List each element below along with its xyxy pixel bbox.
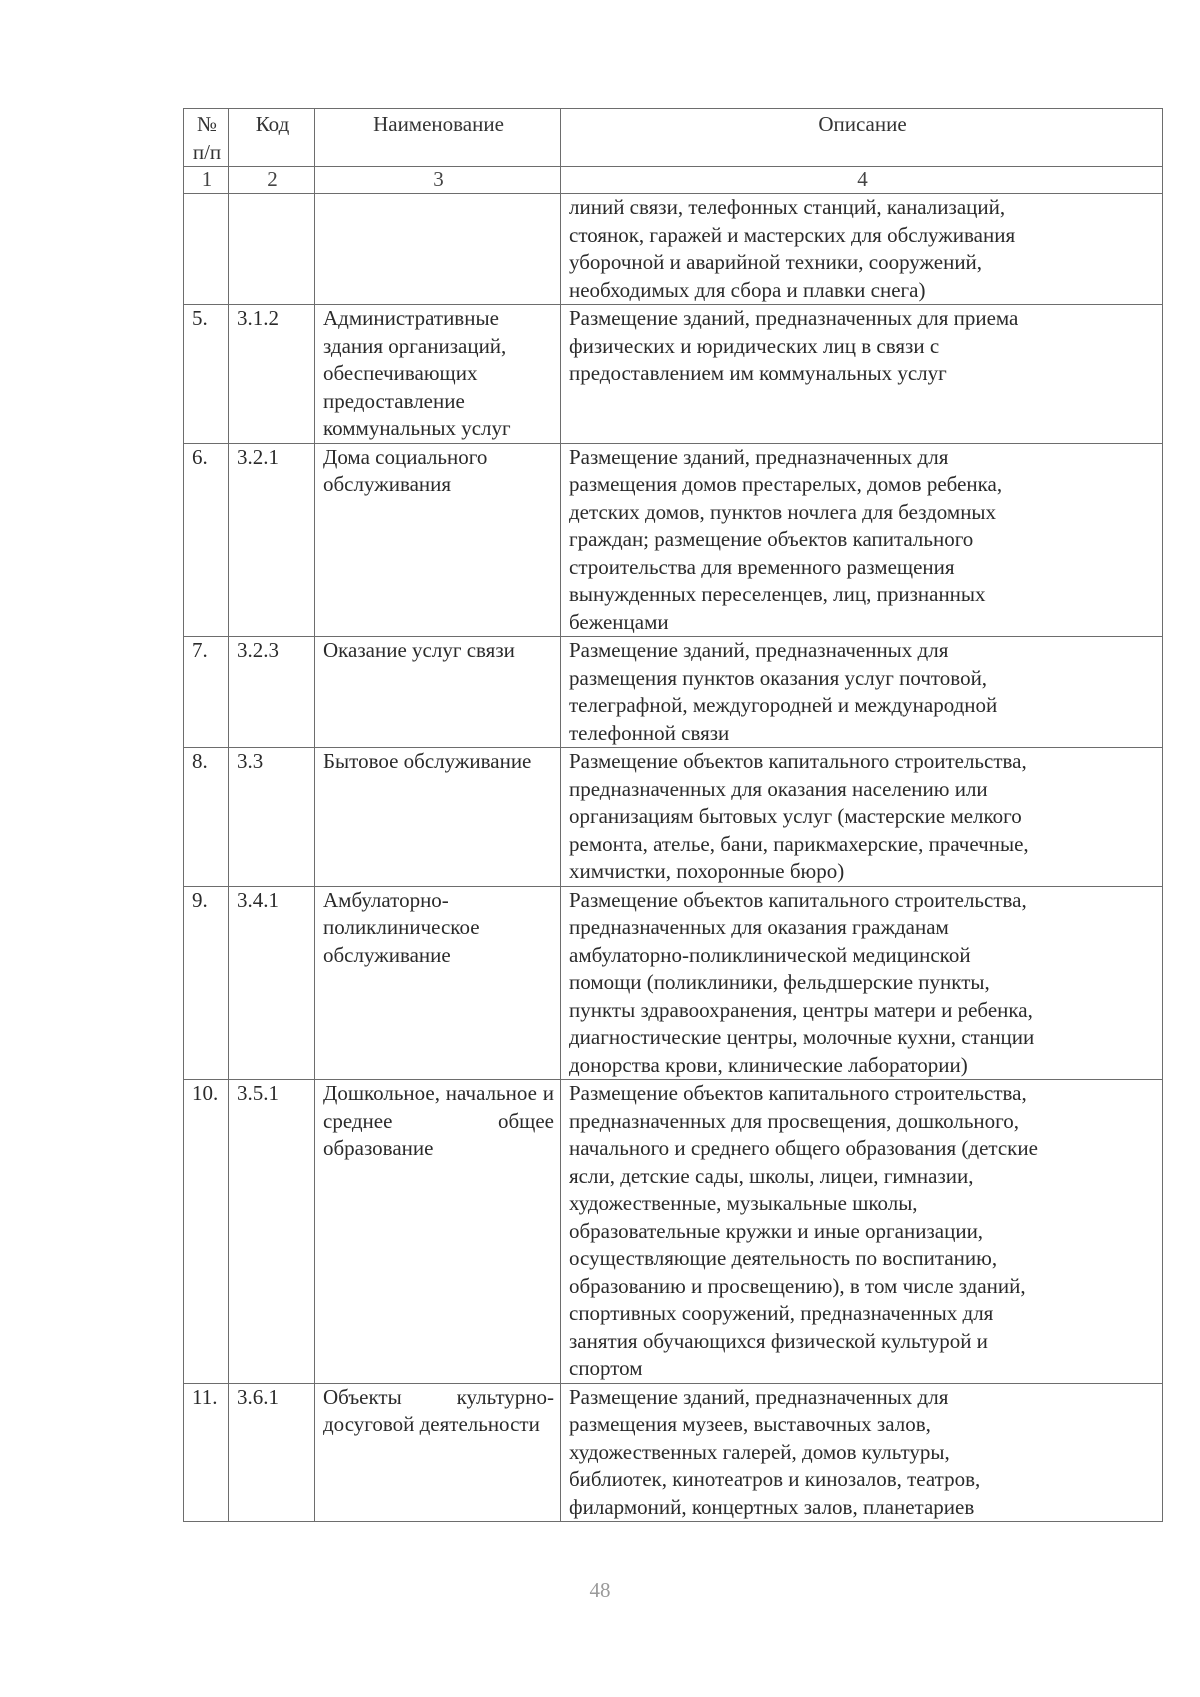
row-code: 3.3 — [229, 748, 315, 887]
row-code: 3.6.1 — [229, 1383, 315, 1522]
header-code: Код — [229, 109, 315, 167]
row-number: 6. — [184, 443, 229, 637]
land-use-table — [183, 108, 1163, 1522]
row-description: Размещение объектов капитального строительства, предназначенных для оказания гражданам амбулаторно-поликлинической медицинской помощи (поликлиники, фельдшерские пункты, пункты здравоохранения, центры матери и ребенка, диагностические центры, молочные кухни, станции донорства крови, клинические лаборатории) — [561, 886, 1163, 1080]
column-number: 4 — [561, 167, 1163, 194]
row-name: Объекты культурно-досуговой деятельности — [315, 1383, 561, 1522]
column-number-row — [184, 167, 1163, 194]
row-description: Размещение зданий, предназначенных для приема физических и юридических лиц в связи с предоставлением им коммунальных услуг — [561, 305, 1163, 444]
row-number: 10. — [184, 1080, 229, 1384]
row-name: Оказание услуг связи — [315, 637, 561, 748]
row-code: 3.2.1 — [229, 443, 315, 637]
row-code — [229, 194, 315, 305]
row-number: 11. — [184, 1383, 229, 1522]
row-number — [184, 194, 229, 305]
table-row — [184, 1383, 1163, 1522]
row-code: 3.4.1 — [229, 886, 315, 1080]
row-description: Размещение зданий, предназначенных для размещения пунктов оказания услуг почтовой, телеграфной, междугородней и международной телефонной связи — [561, 637, 1163, 748]
row-number: 9. — [184, 886, 229, 1080]
header-description: Описание — [561, 109, 1163, 167]
row-name: Административные здания организаций, обеспечивающих предоставление коммунальных услуг — [315, 305, 561, 444]
row-name: Амбулаторно- поликлиническое обслуживание — [315, 886, 561, 1080]
header-name: Наименование — [315, 109, 561, 167]
table-row — [184, 1080, 1163, 1384]
row-description: Размещение зданий, предназначенных для размещения домов престарелых, домов ребенка, детских домов, пунктов ночлега для бездомных граждан; размещение объектов капитального строительства для временного размещения вынужденных переселенцев, лиц, признанных беженцами — [561, 443, 1163, 637]
row-number: 7. — [184, 637, 229, 748]
row-description: Размещение объектов капитального строительства, предназначенных для просвещения, дошкольного, начального и среднего общего образования (детские ясли, детские сады, школы, лицеи, гимназии, художественные, музыкальные школы, образовательные кружки и иные организации, осуществляющие деятельность по воспитанию, образованию и просвещению), в том числе зданий, спортивных сооружений, предназначенных для занятия обучающихся физической культурой и спортом — [561, 1080, 1163, 1384]
row-description: Размещение зданий, предназначенных для размещения музеев, выставочных залов, художественных галерей, домов культуры, библиотек, кинотеатров и кинозалов, театров, филармоний, концертных залов, планетариев — [561, 1383, 1163, 1522]
column-number: 3 — [315, 167, 561, 194]
row-code: 3.2.3 — [229, 637, 315, 748]
table-row — [184, 886, 1163, 1080]
table-row — [184, 637, 1163, 748]
table-header-row — [184, 109, 1163, 167]
row-name — [315, 194, 561, 305]
row-name: Дома социального обслуживания — [315, 443, 561, 637]
row-code: 3.1.2 — [229, 305, 315, 444]
table-row — [184, 194, 1163, 305]
table-row — [184, 305, 1163, 444]
header-number: № п/п — [184, 109, 229, 167]
row-number: 5. — [184, 305, 229, 444]
row-description: Размещение объектов капитального строительства, предназначенных для оказания населению или организациям бытовых услуг (мастерские мелкого ремонта, ателье, бани, парикмахерские, прачечные, химчистки, похоронные бюро) — [561, 748, 1163, 887]
row-name: Дошкольное, начальное и среднее общее образование — [315, 1080, 561, 1384]
row-name: Бытовое обслуживание — [315, 748, 561, 887]
page-number: 48 — [589, 1578, 611, 1602]
table-row — [184, 443, 1163, 637]
row-description: линий связи, телефонных станций, канализаций, стоянок, гаражей и мастерских для обслуживания уборочной и аварийной техники, сооружений, необходимых для сбора и плавки снега) — [561, 194, 1163, 305]
column-number: 1 — [184, 167, 229, 194]
row-number: 8. — [184, 748, 229, 887]
column-number: 2 — [229, 167, 315, 194]
table-row — [184, 748, 1163, 887]
row-code: 3.5.1 — [229, 1080, 315, 1384]
